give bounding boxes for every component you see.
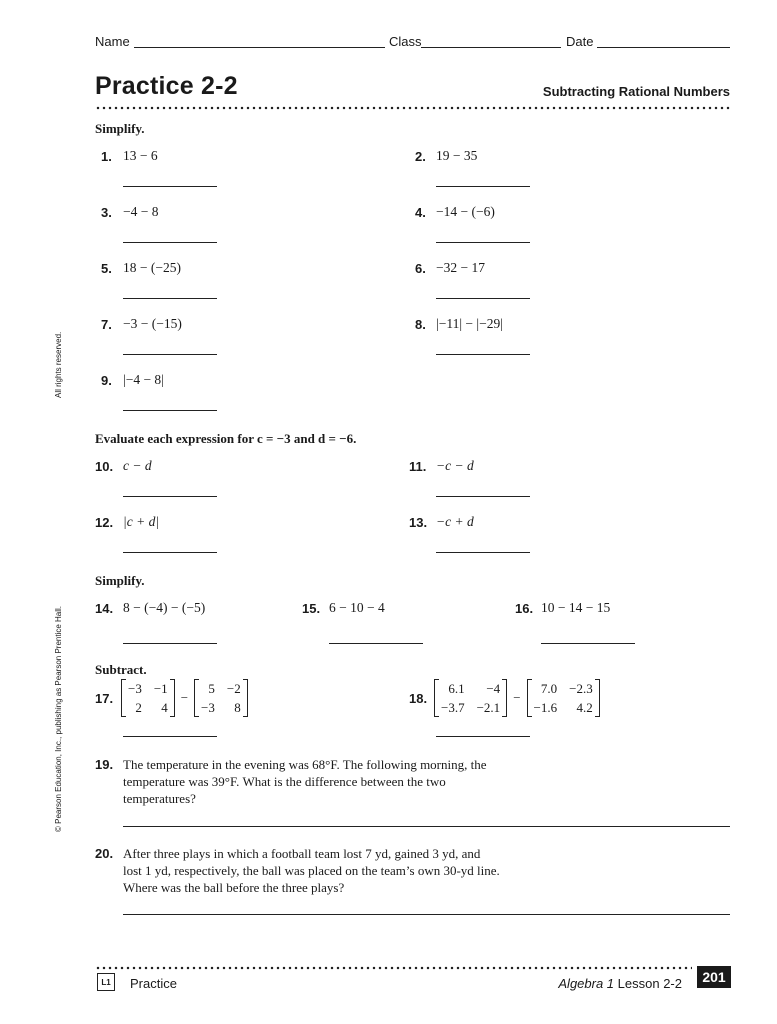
answer-line[interactable] [123,410,217,411]
problem-number: 5. [101,261,112,276]
page-title: Practice 2-2 [95,72,238,100]
matrix-cell: 4.2 [576,700,593,715]
name-label: Name [95,34,130,49]
text-line: Where was the ball before the three plays? [123,880,345,895]
problem-expression: 8 − (−4) − (−5) [123,600,206,615]
matrix-cell: 7.0 [540,681,558,696]
matrix-expression [121,679,248,717]
footer-lesson-number: Lesson 2-2 [617,976,682,991]
problem-expression: |−4 − 8| [123,372,164,387]
problem-expression: −c − d [436,458,474,473]
problem-number: 13. [409,515,428,530]
text-line: The temperature in the evening was 68°F. The following morning, the [123,757,487,772]
problem-expression: −14 − (−6) [436,204,495,219]
page-number: 201 [697,966,731,988]
answer-line[interactable] [123,914,730,915]
matrix [434,679,507,717]
answer-line[interactable] [123,826,730,827]
answer-line[interactable] [436,496,530,497]
page-subtitle: Subtracting Rational Numbers [542,84,730,99]
section-heading: Evaluate each expression for c = −3 and d = −6. [95,431,357,446]
matrix-cell: −1.6 [533,700,558,715]
answer-line[interactable] [436,242,530,243]
problem-number: 19. [95,757,114,772]
problem-expression: 10 − 14 − 15 [541,600,611,615]
footer-lesson [558,976,682,991]
class-field[interactable] [421,47,561,48]
answer-line[interactable] [123,643,217,644]
minus-operator: − [513,690,521,705]
matrix-expression [434,679,600,717]
problem-number: 4. [415,205,426,220]
answer-line[interactable] [436,736,530,737]
problem-number: 20. [95,846,114,861]
matrix-cell: −2 [226,681,241,696]
problem-number: 15. [302,601,321,616]
matrix-cell: 5 [208,681,215,696]
matrix-cell: −2.3 [569,681,593,696]
problem-expression: −4 − 8 [123,204,159,219]
rights-reserved-text: All rights reserved. [54,331,63,398]
date-label: Date [566,34,594,49]
answer-line[interactable] [123,552,217,553]
level-badge: L1 [97,973,115,991]
minus-operator: − [180,690,189,705]
answer-line[interactable] [436,552,530,553]
problem-expression: 6 − 10 − 4 [329,600,385,615]
problem-number: 14. [95,601,114,616]
copyright-text: © Pearson Education, Inc., publishing as Pearson Prentice Hall. [54,605,63,832]
footer-dotted-rule [95,966,692,970]
problem-number: 8. [415,317,426,332]
problem-expression: 19 − 35 [436,148,478,163]
date-field[interactable] [597,47,730,48]
problem-expression: −3 − (−15) [123,316,182,331]
answer-line[interactable] [436,354,530,355]
section-heading: Simplify. [95,121,145,136]
problem-number: 1. [101,149,112,164]
matrix-cell: −3 [201,700,215,715]
section-heading: Simplify. [95,573,145,588]
answer-line[interactable] [123,496,217,497]
answer-line[interactable] [436,298,530,299]
problem-number: 2. [415,149,426,164]
problem-expression: |−11| − |−29| [436,316,503,331]
answer-line[interactable] [123,736,217,737]
problem-number: 16. [515,601,534,616]
problem-expression: −c + d [436,514,474,529]
answer-line[interactable] [123,298,217,299]
matrix-cell: −2.1 [476,700,501,715]
answer-line[interactable] [329,643,423,644]
problem-expression: c − d [123,458,152,473]
matrix [527,679,600,717]
matrix-cell: 6.1 [448,681,465,696]
matrix-cell: 8 [234,700,241,715]
matrix-cell: 2 [135,700,142,715]
problem-number: 6. [415,261,426,276]
name-field[interactable] [134,47,385,48]
word-problem-text [123,845,500,896]
problem-number: 10. [95,459,114,474]
problem-expression: 13 − 6 [123,148,158,163]
problem-number: 11. [409,459,427,474]
matrix-cell: −1 [153,681,168,696]
answer-line[interactable] [123,242,217,243]
text-line: lost 1 yd, respectively, the ball was placed on the team’s own 30-yd line. [123,863,500,878]
matrix-cell: −3.7 [441,700,465,715]
answer-line[interactable] [123,186,217,187]
problem-expression: −32 − 17 [436,260,485,275]
text-line: temperature was 39°F. What is the difference between the two [123,774,446,789]
answer-line[interactable] [436,186,530,187]
problem-number: 12. [95,515,114,530]
header-dotted-rule [95,106,730,110]
matrix [121,679,175,717]
matrix [194,679,248,717]
text-line: After three plays in which a football team lost 7 yd, gained 3 yd, and [123,846,481,861]
problem-number: 3. [101,205,112,220]
problem-number: 17. [95,691,114,706]
problem-expression: |c + d| [123,514,160,529]
text-line: temperatures? [123,791,196,806]
answer-line[interactable] [123,354,217,355]
section-heading: Subtract. [95,662,147,677]
footer-practice-label: Practice [130,976,177,991]
footer-book-title: Algebra 1 [558,976,615,991]
answer-line[interactable] [541,643,635,644]
problem-expression: 18 − (−25) [123,260,181,275]
class-label: Class [389,34,422,49]
matrix-cell: 4 [161,700,168,715]
problem-number: 9. [101,373,112,388]
word-problem-text [123,756,487,807]
matrix-cell: −4 [486,681,501,696]
problem-number: 18. [409,691,428,706]
matrix-cell: −3 [128,681,142,696]
problem-number: 7. [101,317,112,332]
